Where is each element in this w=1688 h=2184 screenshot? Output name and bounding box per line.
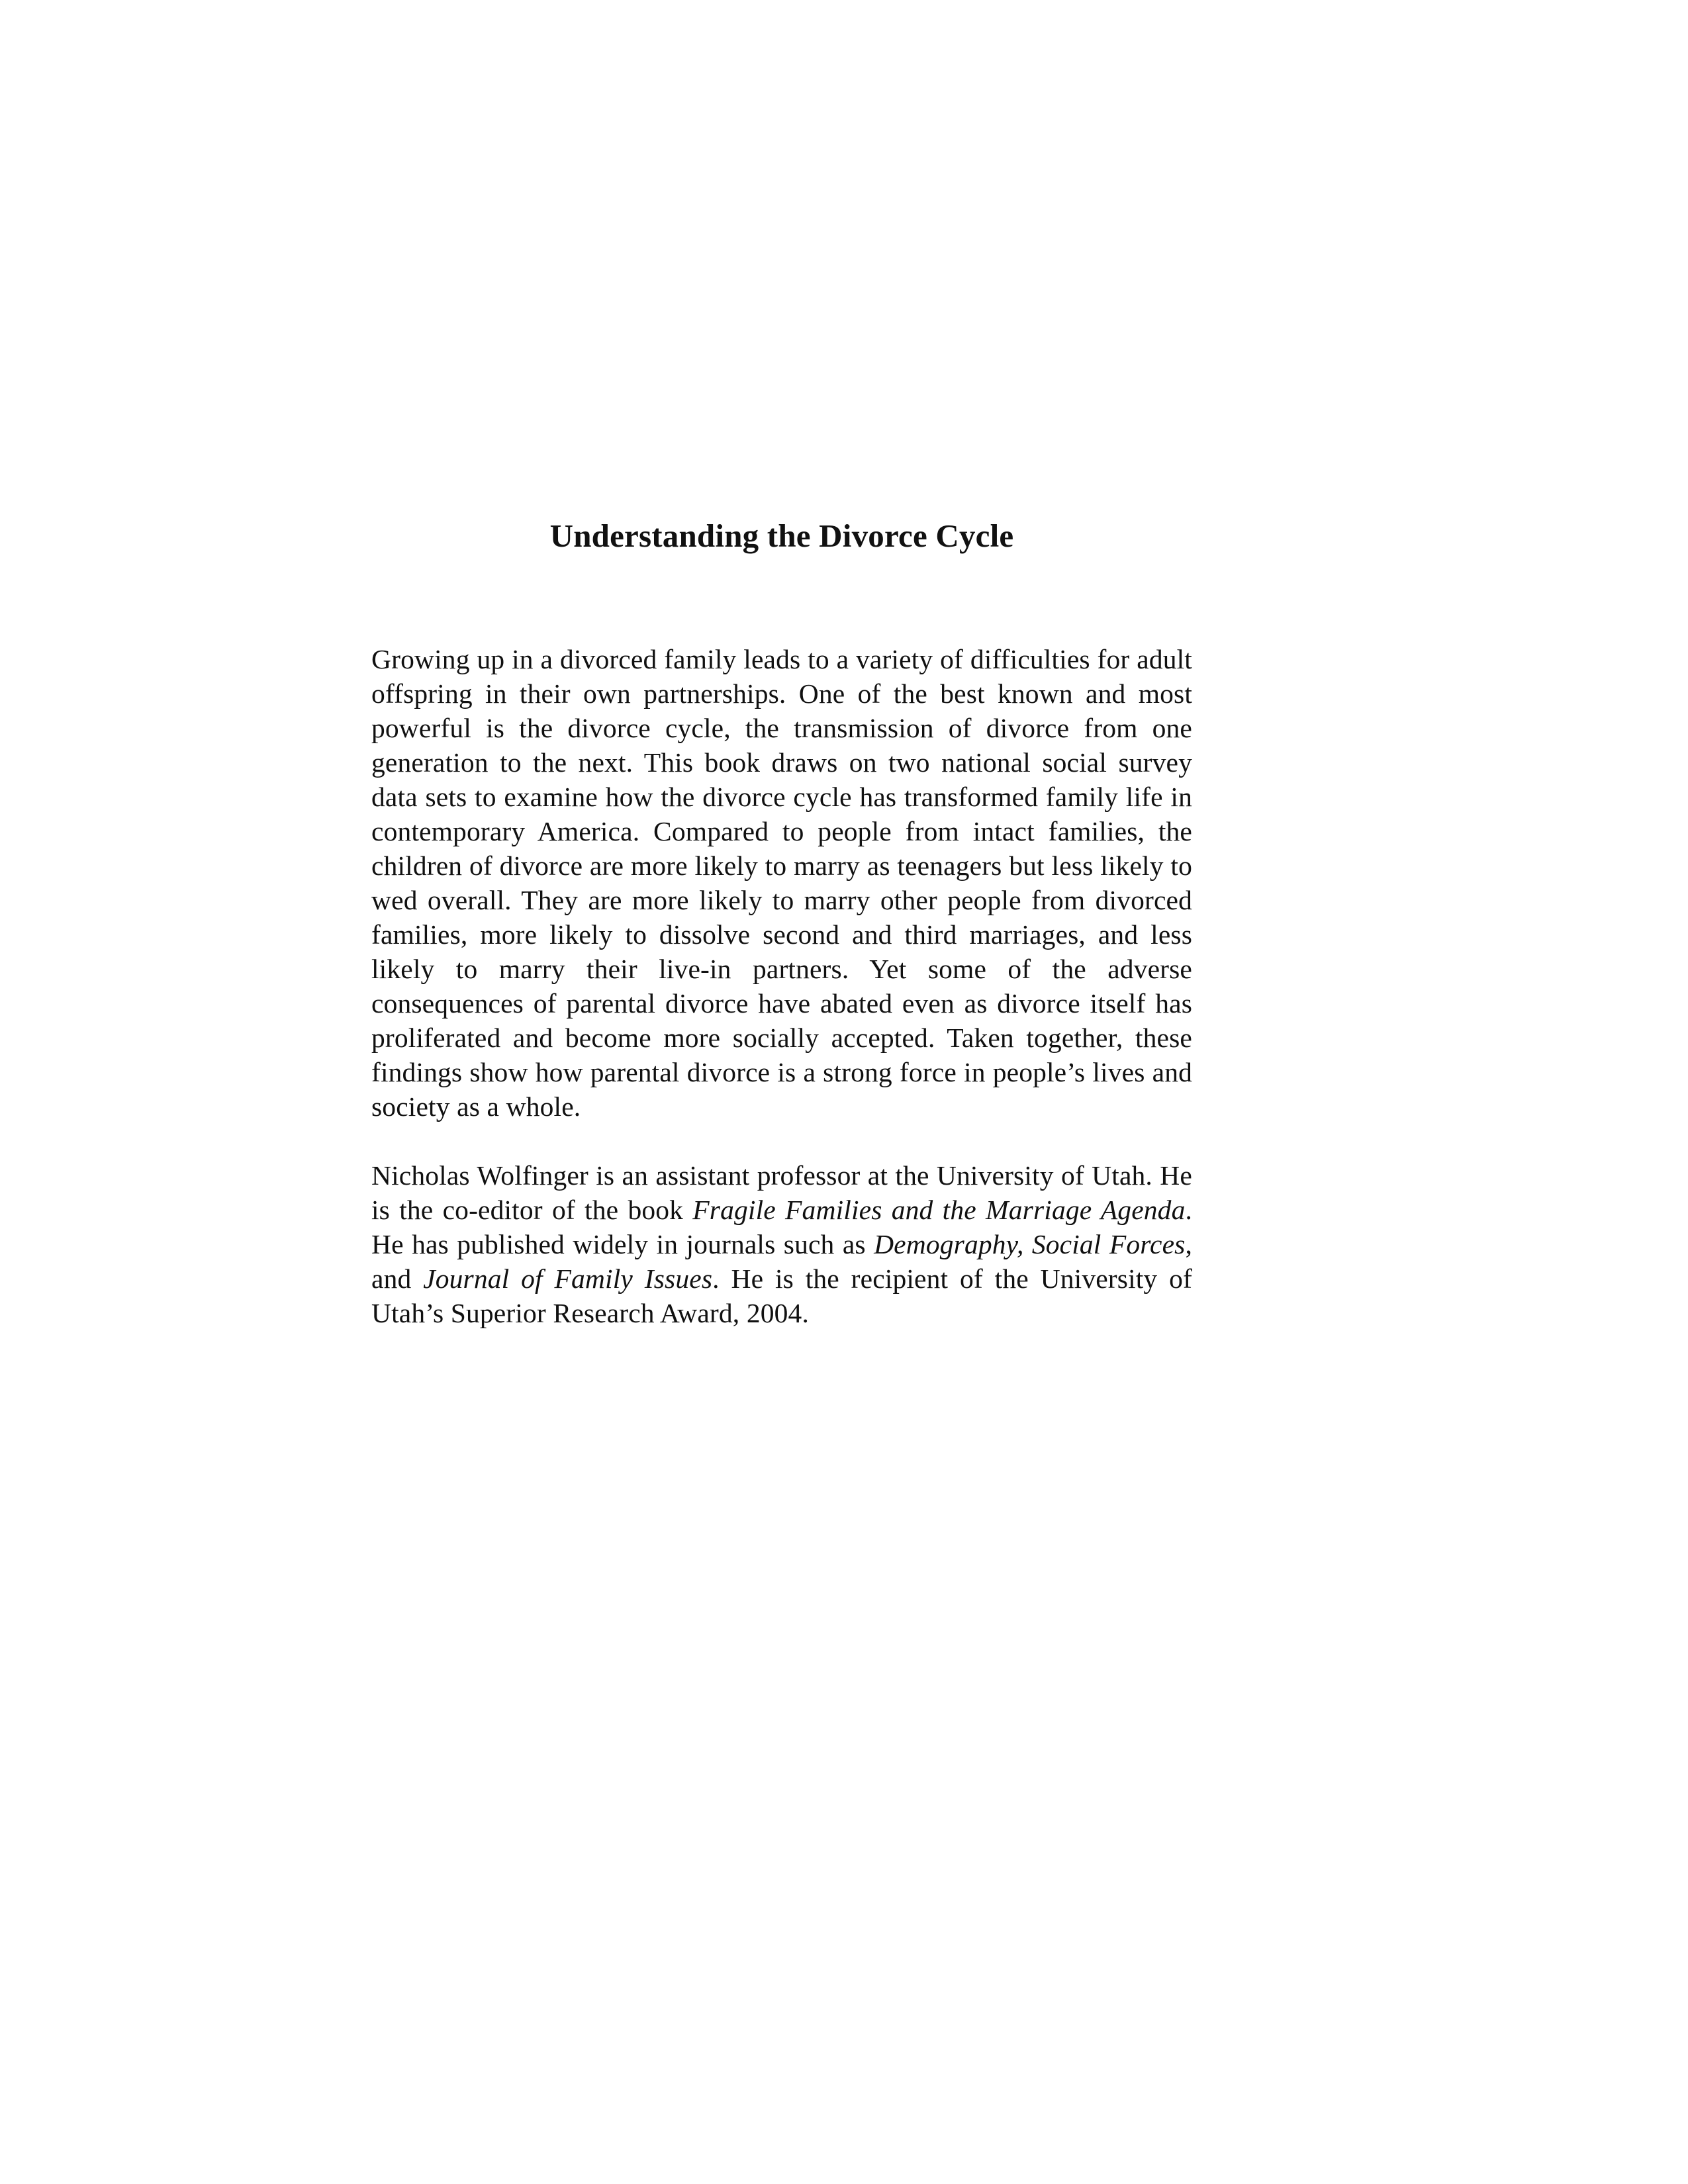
page-content	[371, 503, 1192, 1330]
bio-text-2: . He has published widely in journals such as	[371, 1195, 1192, 1259]
bio-journal-1: Demography, Social Forces	[874, 1229, 1186, 1259]
book-abstract: Growing up in a divorced family leads to a variety of difficulties for adult offspring in their own partnerships. One of the best known and most powerful is the divorce cycle, the transmission of divorce from one generation to the next. This book draws on two national social survey data sets to examine how the divorce cycle has transformed family life in contemporary America. Compared to people from intact families, the children of divorce are more likely to marry as teenagers but less likely to wed overall. They are more likely to marry other people from divorced families, more likely to dissolve second and third marriages, and less likely to marry their live-in partners. Yet some of the adverse consequences of parental divorce have abated even as divorce itself has proliferated and become more socially accepted. Taken together, these findings show how parental divorce is a strong force in people’s lives and society as a whole.	[371, 644, 1192, 1122]
bio-book-title: Fragile Families and the Marriage Agenda	[692, 1195, 1186, 1225]
book-title: Understanding the Divorce Cycle	[549, 518, 1014, 554]
bio-journal-2: Journal of Family Issues	[423, 1263, 713, 1294]
bio-text-1: Nicholas Wolfinger is an assistant professor at the University of Utah. He is the co-editor of the book	[371, 1160, 1192, 1225]
bio-text-4: . He is the recipient of the University of Utah’s Superior Research Award, 2004.	[371, 1263, 1192, 1328]
author-bio	[371, 1158, 1192, 1330]
bio-text-3: , and	[371, 1229, 1192, 1294]
